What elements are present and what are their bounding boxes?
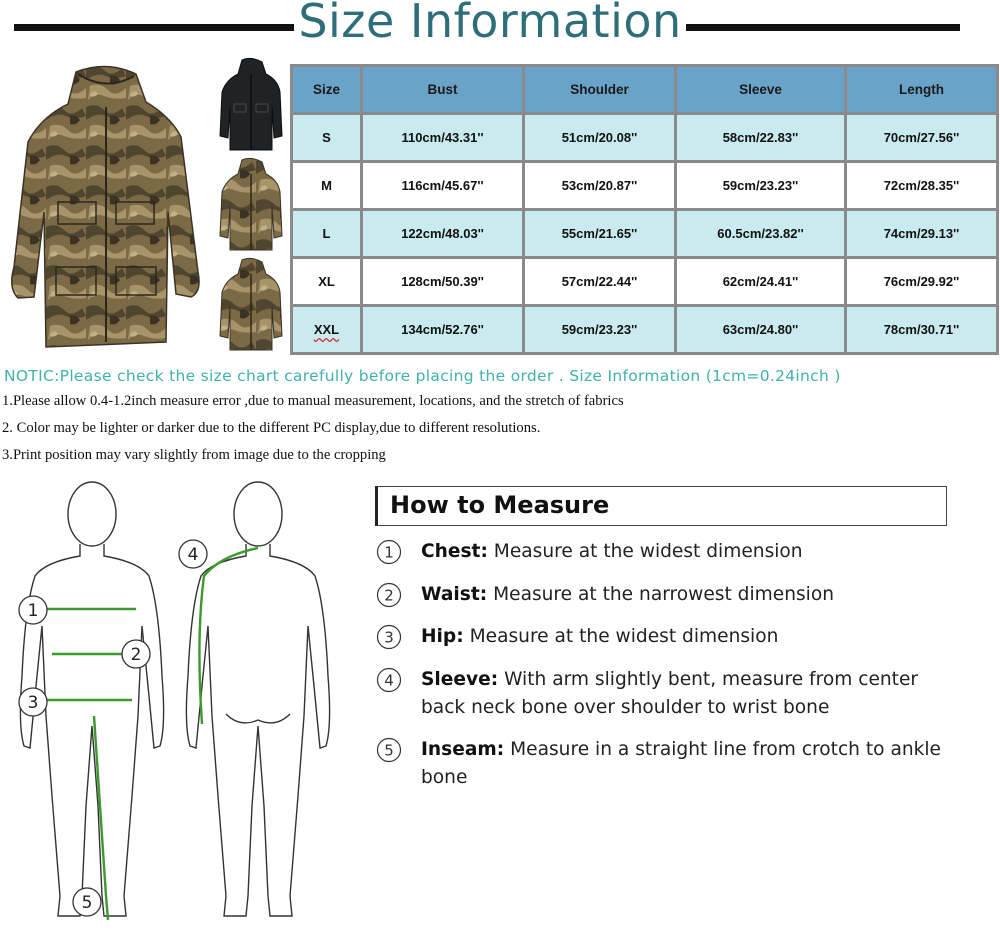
measure-term: Sleeve: (421, 669, 499, 690)
number-3-icon (376, 624, 402, 650)
table-cell: 57cm/22.44'' (525, 259, 674, 304)
table-cell: 122cm/48.03'' (363, 211, 522, 256)
number-4-icon (376, 667, 402, 693)
table-cell: 70cm/27.56'' (847, 115, 996, 160)
table-cell: 76cm/29.92'' (847, 259, 996, 304)
table-cell: 63cm/24.80'' (677, 307, 844, 352)
note-1: 1.Please allow 0.4-1.2inch measure error ,due to manual measurement, locations, and the stretch of fabrics (2, 393, 624, 409)
table-row (293, 211, 996, 256)
table-cell: 60.5cm/23.82'' (677, 211, 844, 256)
notice-text: NOTIC:Please check the size chart carefully before placing the order . Size Information (1cm=0.24inch ) (4, 367, 841, 385)
page-title: Size Information (298, 0, 682, 48)
table-header-cell: Bust (363, 67, 522, 112)
table-cell-size: S (293, 115, 360, 160)
table-cell-size: XL (293, 259, 360, 304)
table-cell: 53cm/20.87'' (525, 163, 674, 208)
jacket-black-photo (216, 56, 286, 152)
measure-desc: Measure in a straight line from crotch to ankle bone (421, 739, 942, 788)
measure-desc: Measure at the widest dimension (487, 541, 803, 562)
table-row (293, 259, 996, 304)
measure-desc: With arm slightly bent, measure from center back neck bone over shoulder to wrist bone (421, 669, 919, 718)
svg-text:3: 3 (384, 628, 394, 647)
table-cell: 110cm/43.31'' (363, 115, 522, 160)
number-2-icon (376, 582, 402, 608)
table-cell-size: L (293, 211, 360, 256)
size-table (290, 64, 999, 355)
number-5-icon (376, 737, 402, 763)
measure-term: Waist: (421, 584, 488, 605)
size-label-xxl: XXL (313, 322, 340, 337)
marker-2: 2 (130, 645, 142, 665)
marker-5: 5 (81, 893, 93, 913)
note-3: 3.Print position may vary slightly from image due to the cropping (2, 447, 386, 463)
measure-desc: Measure at the narrowest dimension (487, 584, 834, 605)
header-rule-left (14, 24, 294, 31)
back-body-figure (186, 482, 329, 916)
table-header-cell: Length (847, 67, 996, 112)
table-cell-size: M (293, 163, 360, 208)
inseam-line (94, 716, 108, 920)
table-row (293, 163, 996, 208)
table-cell: 51cm/20.08'' (525, 115, 674, 160)
measurement-figures (0, 476, 345, 946)
jacket-main-photo (6, 62, 206, 352)
measure-term: Chest: (421, 541, 488, 562)
table-header-cell: Size (293, 67, 360, 112)
marker-4: 4 (187, 545, 199, 565)
svg-text:5: 5 (384, 741, 394, 760)
svg-text:1: 1 (384, 543, 394, 562)
svg-text:4: 4 (384, 671, 394, 690)
table-row (293, 307, 996, 352)
table-header-cell: Sleeve (677, 67, 844, 112)
table-row (293, 115, 996, 160)
table-cell: 55cm/21.65'' (525, 211, 674, 256)
measure-desc: Measure at the widest dimension (463, 626, 779, 647)
table-cell: 78cm/30.71'' (847, 307, 996, 352)
header-rule-right (686, 24, 960, 31)
jacket-camo-photo-2 (216, 256, 286, 352)
number-1-icon (376, 539, 402, 565)
table-cell: 134cm/52.76'' (363, 307, 522, 352)
measure-term: Inseam: (421, 739, 505, 760)
table-cell-size (293, 307, 360, 352)
table-cell: 59cm/23.23'' (525, 307, 674, 352)
table-cell: 116cm/45.67'' (363, 163, 522, 208)
table-cell: 58cm/22.83'' (677, 115, 844, 160)
table-header-cell: Shoulder (525, 67, 674, 112)
how-to-measure-box (375, 486, 947, 526)
marker-3: 3 (27, 693, 39, 713)
table-header-row (293, 67, 996, 112)
note-2: 2. Color may be lighter or darker due to the different PC display,due to different resolutions. (2, 420, 541, 436)
measure-term: Hip: (421, 626, 464, 647)
svg-text:2: 2 (384, 586, 394, 605)
jacket-camo-photo-1 (216, 156, 286, 252)
table-cell: 128cm/50.39'' (363, 259, 522, 304)
table-cell: 59cm/23.23'' (677, 163, 844, 208)
how-to-measure-title: How to Measure (390, 491, 610, 519)
table-cell: 72cm/28.35'' (847, 163, 996, 208)
marker-1: 1 (27, 601, 39, 621)
table-cell: 62cm/24.41'' (677, 259, 844, 304)
table-cell: 74cm/29.13'' (847, 211, 996, 256)
